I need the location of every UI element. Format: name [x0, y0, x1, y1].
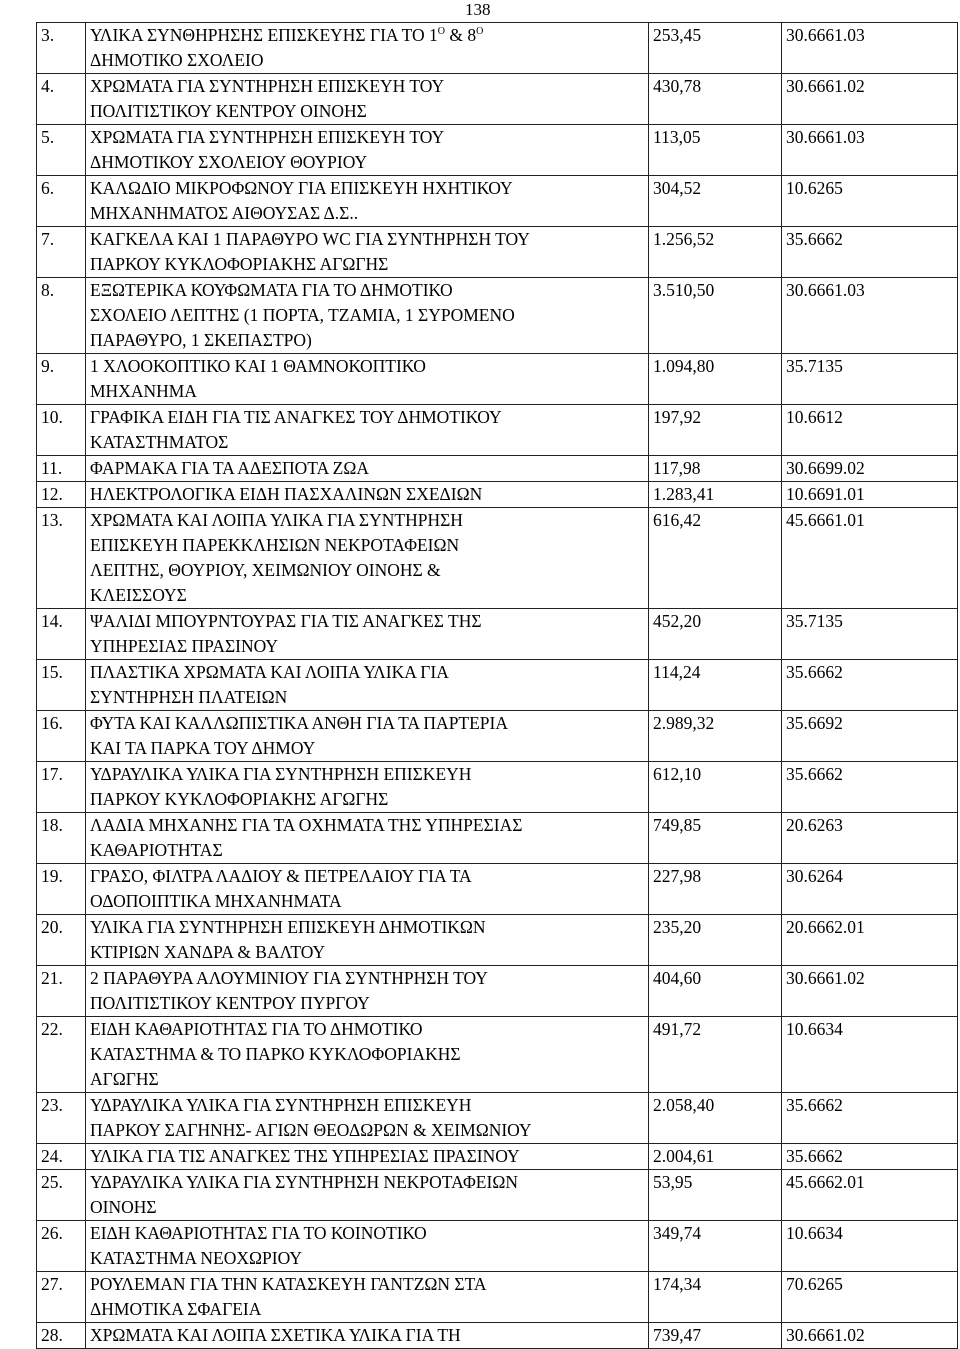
- expense-table: [36, 22, 958, 1349]
- row-amount: 612,10: [649, 762, 782, 813]
- description-line: ΧΡΩΜΑΤΑ ΓΙΑ ΣΥΝΤΗΡΗΣΗ ΕΠΙΣΚΕΥΗ ΤΟΥ: [90, 127, 445, 147]
- row-description: [86, 1272, 649, 1323]
- row-number: 5.: [37, 125, 86, 176]
- row-number: 4.: [37, 74, 86, 125]
- description-line: ΥΛΙΚΑ ΓΙΑ ΣΥΝΤΗΡΗΣΗ ΕΠΙΣΚΕΥΗ ΔΗΜΟΤΙΚΩΝ: [90, 917, 486, 937]
- row-amount: 197,92: [649, 405, 782, 456]
- row-amount: 117,98: [649, 456, 782, 482]
- row-amount: 253,45: [649, 23, 782, 74]
- row-amount: 1.256,52: [649, 227, 782, 278]
- row-account-code: 35.6692: [782, 711, 958, 762]
- description-line: 2 ΠΑΡΑΘΥΡΑ ΑΛΟΥΜΙΝΙΟΥ ΓΙΑ ΣΥΝΤΗΡΗΣΗ ΤΟΥ: [90, 968, 488, 988]
- row-account-code: 10.6265: [782, 176, 958, 227]
- row-description: [86, 508, 649, 609]
- row-amount: 2.058,40: [649, 1093, 782, 1144]
- description-line: ΥΠΗΡΕΣΙΑΣ ΠΡΑΣΙΝΟΥ: [90, 636, 279, 656]
- row-account-code: 10.6634: [782, 1221, 958, 1272]
- row-description: [86, 227, 649, 278]
- row-amount: 404,60: [649, 966, 782, 1017]
- table-row: [37, 813, 958, 864]
- description-line: ΣΥΝΤΗΡΗΣΗ ΠΛΑΤΕΙΩΝ: [90, 687, 288, 707]
- row-amount: 235,20: [649, 915, 782, 966]
- description-line: ΑΓΩΓΗΣ: [90, 1069, 159, 1089]
- row-number: 19.: [37, 864, 86, 915]
- row-number: 12.: [37, 482, 86, 508]
- row-account-code: 30.6264: [782, 864, 958, 915]
- row-amount: 491,72: [649, 1017, 782, 1093]
- row-description: [86, 1093, 649, 1144]
- row-number: 10.: [37, 405, 86, 456]
- row-amount: 349,74: [649, 1221, 782, 1272]
- description-line: ΠΑΡΑΘΥΡΟ, 1 ΣΚΕΠΑΣΤΡΟ): [90, 330, 312, 350]
- description-line: ΦΥΤΑ ΚΑΙ ΚΑΛΛΩΠΙΣΤΙΚΑ ΑΝΘΗ ΓΙΑ ΤΑ ΠΑΡΤΕΡΙΑ: [90, 713, 509, 733]
- description-line: ΠΟΛΙΤΙΣΤΙΚΟΥ ΚΕΝΤΡΟΥ ΟΙΝΟΗΣ: [90, 101, 367, 121]
- description-line: ΕΙΔΗ ΚΑΘΑΡΙΟΤΗΤΑΣ ΓΙΑ ΤΟ ΚΟΙΝΟΤΙΚΟ: [90, 1223, 427, 1243]
- row-account-code: 20.6662.01: [782, 915, 958, 966]
- row-description: [86, 23, 649, 74]
- row-amount: 174,34: [649, 1272, 782, 1323]
- description-line: ΧΡΩΜΑΤΑ ΓΙΑ ΣΥΝΤΗΡΗΣΗ ΕΠΙΣΚΕΥΗ ΤΟΥ: [90, 76, 445, 96]
- row-number: 13.: [37, 508, 86, 609]
- description-line: ΚΑΤΑΣΤΗΜΑΤΟΣ: [90, 432, 229, 452]
- description-line: ΥΔΡΑΥΛΙΚΑ ΥΛΙΚΑ ΓΙΑ ΣΥΝΤΗΡΗΣΗ ΕΠΙΣΚΕΥΗ: [90, 764, 472, 784]
- table-row: [37, 1093, 958, 1144]
- row-number: 14.: [37, 609, 86, 660]
- row-description: [86, 456, 649, 482]
- row-account-code: 30.6661.02: [782, 966, 958, 1017]
- table-row: [37, 1221, 958, 1272]
- table-row: [37, 609, 958, 660]
- description-line: ΚΛΕΙΣΣΟΥΣ: [90, 585, 187, 605]
- row-amount: 2.989,32: [649, 711, 782, 762]
- table-row: [37, 482, 958, 508]
- description-line: ΡΟΥΛΕΜΑΝ ΓΙΑ ΤΗΝ ΚΑΤΑΣΚΕΥΗ ΓΑΝΤΖΩΝ ΣΤΑ: [90, 1274, 487, 1294]
- row-account-code: 30.6661.03: [782, 278, 958, 354]
- row-number: 23.: [37, 1093, 86, 1144]
- row-description: [86, 482, 649, 508]
- table-row: [37, 660, 958, 711]
- row-description: [86, 278, 649, 354]
- row-number: 9.: [37, 354, 86, 405]
- row-description: [86, 609, 649, 660]
- row-amount: 304,52: [649, 176, 782, 227]
- description-line: ΛΑΔΙΑ ΜΗΧΑΝΗΣ ΓΙΑ ΤΑ ΟΧΗΜΑΤΑ ΤΗΣ ΥΠΗΡΕΣΙΑΣ: [90, 815, 523, 835]
- row-amount: 1.283,41: [649, 482, 782, 508]
- table-row: [37, 915, 958, 966]
- row-description: [86, 915, 649, 966]
- row-description: [86, 711, 649, 762]
- table-row: [37, 966, 958, 1017]
- row-description: [86, 1017, 649, 1093]
- row-number: 21.: [37, 966, 86, 1017]
- table-row: [37, 405, 958, 456]
- table-row: [37, 278, 958, 354]
- row-account-code: 35.6662: [782, 1144, 958, 1170]
- description-line: ΠΟΛΙΤΙΣΤΙΚΟΥ ΚΕΝΤΡΟΥ ΠΥΡΓΟΥ: [90, 993, 370, 1013]
- description-line: ΣΧΟΛΕΙΟ ΛΕΠΤΗΣ (1 ΠΟΡΤΑ, ΤΖΑΜΙΑ, 1 ΣΥΡΟΜΕΝΟ: [90, 305, 515, 325]
- table-row: [37, 508, 958, 609]
- table-row: [37, 456, 958, 482]
- row-number: 22.: [37, 1017, 86, 1093]
- row-amount: 430,78: [649, 74, 782, 125]
- table-row: [37, 23, 958, 74]
- description-line: ΚΑΓΚΕΛΑ ΚΑΙ 1 ΠΑΡΑΘΥΡΟ WC ΓΙΑ ΣΥΝΤΗΡΗΣΗ ΤΟΥ: [90, 229, 530, 249]
- row-number: 26.: [37, 1221, 86, 1272]
- description-line: ΦΑΡΜΑΚΑ ΓΙΑ ΤΑ ΑΔΕΣΠΟΤΑ ΖΩΑ: [90, 458, 369, 478]
- table-row: [37, 864, 958, 915]
- row-number: 8.: [37, 278, 86, 354]
- row-description: [86, 966, 649, 1017]
- description-line: ΚΑΛΩΔΙΟ ΜΙΚΡΟΦΩΝΟΥ ΓΙΑ ΕΠΙΣΚΕΥΗ ΗΧΗΤΙΚΟΥ: [90, 178, 513, 198]
- description-line: ΧΡΩΜΑΤΑ ΚΑΙ ΛΟΙΠΑ ΣΧΕΤΙΚΑ ΥΛΙΚΑ ΓΙΑ ΤΗ: [90, 1325, 461, 1345]
- row-amount: 2.004,61: [649, 1144, 782, 1170]
- description-line: ΗΛΕΚΤΡΟΛΟΓΙΚΑ ΕΙΔΗ ΠΑΣΧΑΛΙΝΩΝ ΣΧΕΔΙΩΝ: [90, 484, 483, 504]
- row-account-code: 10.6612: [782, 405, 958, 456]
- description-line: ΠΑΡΚΟΥ ΚΥΚΛΟΦΟΡΙΑΚΗΣ ΑΓΩΓΗΣ: [90, 789, 389, 809]
- row-number: 16.: [37, 711, 86, 762]
- description-line: ΜΗΧΑΝΗΜΑΤΟΣ ΑΙΘΟΥΣΑΣ Δ.Σ..: [90, 203, 359, 223]
- description-line: ΜΗΧΑΝΗΜΑ: [90, 381, 197, 401]
- row-amount: 749,85: [649, 813, 782, 864]
- row-description: [86, 74, 649, 125]
- description-line: ΕΙΔΗ ΚΑΘΑΡΙΟΤΗΤΑΣ ΓΙΑ ΤΟ ΔΗΜΟΤΙΚΟ: [90, 1019, 423, 1039]
- row-amount: 452,20: [649, 609, 782, 660]
- row-description: [86, 125, 649, 176]
- row-account-code: 30.6661.02: [782, 74, 958, 125]
- description-line: ΔΗΜΟΤΙΚΑ ΣΦΑΓΕΙΑ: [90, 1299, 262, 1319]
- row-number: 25.: [37, 1170, 86, 1221]
- row-account-code: 30.6661.02: [782, 1323, 958, 1349]
- table-row: [37, 125, 958, 176]
- description-line: ΥΛΙΚΑ ΓΙΑ ΤΙΣ ΑΝΑΓΚΕΣ ΤΗΣ ΥΠΗΡΕΣΙΑΣ ΠΡΑΣΙΝΟΥ: [90, 1146, 520, 1166]
- description-line: ΟΙΝΟΗΣ: [90, 1197, 157, 1217]
- row-account-code: 70.6265: [782, 1272, 958, 1323]
- row-account-code: 35.6662: [782, 227, 958, 278]
- row-description: [86, 813, 649, 864]
- expense-table-body: [37, 23, 958, 1349]
- row-amount: 114,24: [649, 660, 782, 711]
- row-amount: 113,05: [649, 125, 782, 176]
- page-number: 138: [465, 0, 491, 19]
- row-description: [86, 762, 649, 813]
- row-account-code: 35.6662: [782, 762, 958, 813]
- table-row: [37, 354, 958, 405]
- description-line: ΥΛΙΚΑ ΣΥΝΘΗΡΗΣΗΣ ΕΠΙΣΚΕΥΗΣ ΓΙΑ ΤΟ $1^O$ & $8^O$: [90, 25, 484, 45]
- row-account-code: 10.6691.01: [782, 482, 958, 508]
- table-row: [37, 711, 958, 762]
- description-line: ΓΡΑΦΙΚΑ ΕΙΔΗ ΓΙΑ ΤΙΣ ΑΝΑΓΚΕΣ ΤΟΥ ΔΗΜΟΤΙΚΟΥ: [90, 407, 502, 427]
- row-account-code: 10.6634: [782, 1017, 958, 1093]
- row-description: [86, 1323, 649, 1349]
- description-line: ΕΞΩΤΕΡΙΚΑ ΚΟΥΦΩΜΑΤΑ ΓΙΑ ΤΟ ΔΗΜΟΤΙΚΟ: [90, 280, 453, 300]
- description-line: ΟΔΟΠΟΙΠΤΙΚΑ ΜΗΧΑΝΗΜΑΤΑ: [90, 891, 342, 911]
- table-row: [37, 1323, 958, 1349]
- row-account-code: 45.6662.01: [782, 1170, 958, 1221]
- table-row: [37, 1272, 958, 1323]
- description-line: ΠΛΑΣΤΙΚΑ ΧΡΩΜΑΤΑ ΚΑΙ ΛΟΙΠΑ ΥΛΙΚΑ ΓΙΑ: [90, 662, 449, 682]
- row-description: [86, 405, 649, 456]
- description-line: ΚΑΙ ΤΑ ΠΑΡΚΑ ΤΟΥ ΔΗΜΟΥ: [90, 738, 316, 758]
- description-line: ΠΑΡΚΟΥ ΚΥΚΛΟΦΟΡΙΑΚΗΣ ΑΓΩΓΗΣ: [90, 254, 389, 274]
- description-line: ΥΔΡΑΥΛΙΚΑ ΥΛΙΚΑ ΓΙΑ ΣΥΝΤΗΡΗΣΗ ΕΠΙΣΚΕΥΗ: [90, 1095, 472, 1115]
- row-account-code: 20.6263: [782, 813, 958, 864]
- row-number: 3.: [37, 23, 86, 74]
- description-line: ΓΡΑΣΟ, ΦΙΛΤΡΑ ΛΑΔΙΟΥ & ΠΕΤΡΕΛΑΙΟΥ ΓΙΑ ΤΑ: [90, 866, 472, 886]
- description-line: ΥΔΡΑΥΛΙΚΑ ΥΛΙΚΑ ΓΙΑ ΣΥΝΤΗΡΗΣΗ ΝΕΚΡΟΤΑΦΕΙΩΝ: [90, 1172, 518, 1192]
- table-row: [37, 74, 958, 125]
- row-number: 17.: [37, 762, 86, 813]
- row-description: [86, 176, 649, 227]
- description-line: ΚΑΤΑΣΤΗΜΑ & ΤΟ ΠΑΡΚΟ ΚΥΚΛΟΦΟΡΙΑΚΗΣ: [90, 1044, 461, 1064]
- row-amount: 227,98: [649, 864, 782, 915]
- table-row: [37, 1144, 958, 1170]
- description-line: ΕΠΙΣΚΕΥΗ ΠΑΡΕΚΚΛΗΣΙΩΝ ΝΕΚΡΟΤΑΦΕΙΩΝ: [90, 535, 460, 555]
- row-description: [86, 1144, 649, 1170]
- row-account-code: 30.6661.03: [782, 23, 958, 74]
- description-line: ΛΕΠΤΗΣ, ΘΟΥΡΙΟΥ, ΧΕΙΜΩΝΙΟΥ ΟΙΝΟΗΣ &: [90, 560, 441, 580]
- row-number: 7.: [37, 227, 86, 278]
- row-description: [86, 660, 649, 711]
- row-number: 11.: [37, 456, 86, 482]
- row-number: 28.: [37, 1323, 86, 1349]
- row-description: [86, 1170, 649, 1221]
- row-description: [86, 1221, 649, 1272]
- row-account-code: 30.6699.02: [782, 456, 958, 482]
- description-line: ΔΗΜΟΤΙΚΟΥ ΣΧΟΛΕΙΟΥ ΘΟΥΡΙΟΥ: [90, 152, 368, 172]
- row-number: 6.: [37, 176, 86, 227]
- row-amount: 739,47: [649, 1323, 782, 1349]
- description-line: ΨΑΛΙΔΙ ΜΠΟΥΡΝΤΟΥΡΑΣ ΓΙΑ ΤΙΣ ΑΝΑΓΚΕΣ ΤΗΣ: [90, 611, 482, 631]
- row-amount: 3.510,50: [649, 278, 782, 354]
- row-account-code: 35.7135: [782, 609, 958, 660]
- row-number: 20.: [37, 915, 86, 966]
- row-amount: 616,42: [649, 508, 782, 609]
- row-description: [86, 864, 649, 915]
- table-row: [37, 762, 958, 813]
- description-line: ΚΑΘΑΡΙΟΤΗΤΑΣ: [90, 840, 223, 860]
- row-account-code: 35.6662: [782, 1093, 958, 1144]
- description-line: 1 ΧΛΟΟΚΟΠΤΙΚΟ ΚΑΙ 1 ΘΑΜΝΟΚΟΠΤΙΚΟ: [90, 356, 426, 376]
- row-number: 18.: [37, 813, 86, 864]
- description-line: ΠΑΡΚΟΥ ΣΑΓΗΝΗΣ- ΑΓΙΩΝ ΘΕΟΔΩΡΩΝ & ΧΕΙΜΩΝΙΟΥ: [90, 1120, 532, 1140]
- table-row: [37, 176, 958, 227]
- description-line: ΧΡΩΜΑΤΑ ΚΑΙ ΛΟΙΠΑ ΥΛΙΚΑ ΓΙΑ ΣΥΝΤΗΡΗΣΗ: [90, 510, 463, 530]
- row-account-code: 45.6661.01: [782, 508, 958, 609]
- description-line: ΚΤΙΡΙΩΝ ΧΑΝΔΡΑ & ΒΑΛΤΟΥ: [90, 942, 326, 962]
- row-amount: 1.094,80: [649, 354, 782, 405]
- row-number: 24.: [37, 1144, 86, 1170]
- table-row: [37, 1017, 958, 1093]
- table-row: [37, 1170, 958, 1221]
- row-number: 15.: [37, 660, 86, 711]
- row-number: 27.: [37, 1272, 86, 1323]
- row-amount: 53,95: [649, 1170, 782, 1221]
- description-line: ΚΑΤΑΣΤΗΜΑ ΝΕΟΧΩΡΙΟΥ: [90, 1248, 302, 1268]
- row-account-code: 35.6662: [782, 660, 958, 711]
- description-line: ΔΗΜΟΤΙΚΟ ΣΧΟΛΕΙΟ: [90, 50, 264, 70]
- table-row: [37, 227, 958, 278]
- row-account-code: 30.6661.03: [782, 125, 958, 176]
- row-account-code: 35.7135: [782, 354, 958, 405]
- row-description: [86, 354, 649, 405]
